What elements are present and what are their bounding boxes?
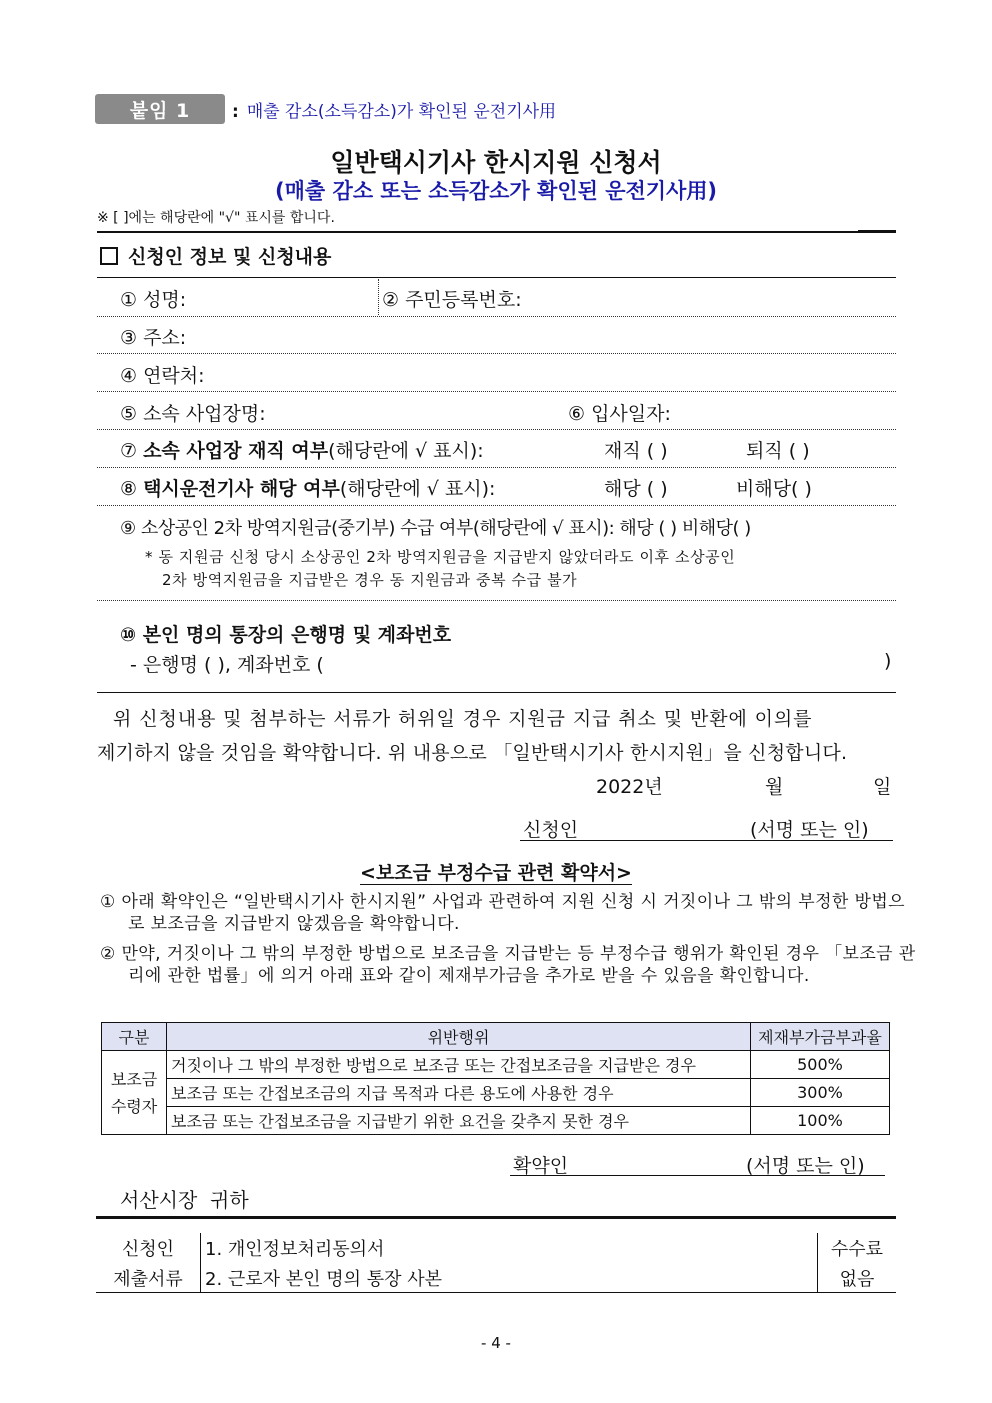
applicant-sign[interactable]: (서명 또는 인) [750, 819, 869, 841]
section-title [100, 242, 331, 269]
contact-field[interactable]: ④ 연락처: [120, 365, 205, 387]
rate-cell: 100% [751, 1107, 890, 1135]
pledger-sign-line [510, 1175, 885, 1176]
pledge-title [0, 858, 992, 885]
name-field[interactable]: ① 성명: [120, 289, 187, 311]
row-divider [97, 600, 896, 601]
section-rule [97, 277, 896, 278]
applicant-sign-line [520, 840, 893, 841]
employed-option[interactable]: 재직 ( ) [604, 440, 668, 462]
check-note: ※ [ ]에는 해당란에 "√" 표시를 합니다. [97, 210, 335, 226]
date-month[interactable]: 월 [765, 776, 784, 798]
attachment-description [232, 97, 556, 122]
form-subtitle: (매출 감소 또는 소득감소가 확인된 운전기사用) [275, 179, 717, 203]
row-divider [97, 391, 896, 392]
taxi-driver-row [120, 474, 495, 501]
rrn-field[interactable]: ② 주민등록번호: [382, 289, 522, 311]
row-divider [97, 467, 896, 468]
date-day[interactable]: 일 [873, 776, 892, 798]
table-row [102, 1079, 890, 1107]
table-row [96, 1233, 896, 1263]
table-row [102, 1107, 890, 1135]
rate-cell: 500% [751, 1051, 890, 1079]
bank-close-paren: ) [884, 650, 892, 672]
taxi-label: 택시운전기사 해당 여부 [143, 478, 340, 500]
taxi-suffix: (해당란에 √ 표시): [339, 478, 496, 500]
submission-bottom-rule [96, 1292, 896, 1293]
resigned-option[interactable]: 퇴직 ( ) [746, 440, 810, 462]
table-row [96, 1263, 896, 1293]
header-violation: 위반행위 [167, 1023, 751, 1051]
small-business-row[interactable]: ⑨ 소상공인 2차 방역지원금(중기부) 수급 여부(해당란에 √ 표시): 해당 ( ) 비해당( ) [120, 518, 751, 539]
workplace-field[interactable]: ⑤ 소속 사업장명: [120, 403, 266, 425]
taxi-prefix: ⑧ [120, 478, 144, 500]
violation-cell: 보조금 또는 간접보조금의 지급 목적과 다른 용도에 사용한 경우 [167, 1079, 751, 1107]
page-number: - 4 - [481, 1334, 511, 1352]
employment-status-row [120, 436, 484, 463]
declaration-line-1: 위 신청내용 및 첨부하는 서류가 허위일 경우 지원금 지급 취소 및 반환에 이의를 [113, 708, 813, 730]
name-rrn-divider [378, 279, 379, 315]
pledger-label: 확약인 [513, 1155, 569, 1177]
row-divider [97, 353, 896, 354]
submission-table [96, 1233, 896, 1293]
attachment-badge: 붙임 1 [95, 94, 225, 124]
submission-doc-1: 1. 개인정보처리동의서 [201, 1233, 818, 1263]
bank-account-field[interactable]: - 은행명 ( ), 계좌번호 ( [130, 654, 324, 676]
submission-doc-2: 2. 근로자 본인 명의 통장 사본 [201, 1263, 818, 1293]
table-row [102, 1051, 890, 1079]
date-year[interactable]: 2022년 [596, 776, 663, 798]
pledge-item-2: ② 만약, 거짓이나 그 밖의 부정한 방법으로 보조금을 지급받는 등 부정수급 행위가 확인된 경우 「보조금 관리에 관한 법률」에 의거 아래 표와 같이 제재부가금을 추가로 받을 수 있음을 확인합니다. [100, 944, 916, 986]
violation-cell: 보조금 또는 간접보조금을 지급받기 위한 요건을 갖추지 못한 경우 [167, 1107, 751, 1135]
bank-title: ⑩ 본인 명의 통장의 은행명 및 계좌번호 [120, 624, 452, 646]
small-business-note-2: 2차 방역지원금을 지급받은 경우 동 지원금과 중복 수급 불가 [162, 571, 578, 589]
pledge-item-1: ① 아래 확약인은 “일반택시기사 한시지원” 사업과 관련하여 지원 신청 시 거짓이나 그 밖의 부정한 방법으로 보조금을 지급받지 않겠음을 확약합니다. [100, 892, 906, 934]
section-title-text: 신청인 정보 및 신청내용 [128, 246, 332, 268]
violation-cell: 거짓이나 그 밖의 부정한 방법으로 보조금 또는 간접보조금을 지급받은 경우 [167, 1051, 751, 1079]
employment-suffix: (해당란에 √ 표시): [328, 440, 484, 462]
badge-desc-text: 매출 감소(소득감소)가 확인된 운전기사用 [246, 102, 557, 122]
checkbox-icon [100, 247, 118, 265]
top-rule [97, 231, 896, 233]
info-bottom-rule [97, 692, 896, 693]
row-divider [97, 429, 896, 430]
submission-label-2: 제출서류 [96, 1263, 201, 1293]
taxi-no-option[interactable]: 비해당( ) [736, 478, 812, 500]
employment-label: 소속 사업장 재직 여부 [143, 440, 329, 462]
form-title: 일반택시기사 한시지원 신청서 [330, 148, 662, 177]
penalty-table [101, 1022, 890, 1135]
header-category: 구분 [102, 1023, 167, 1051]
pledger-sign[interactable]: (서명 또는 인) [746, 1155, 865, 1177]
row-divider [97, 505, 896, 506]
declaration-line-2: 제기하지 않을 것임을 확약합니다. 위 내용으로 「일반택시기사 한시지원」을 신청합니다. [97, 742, 848, 764]
recipient-rule [96, 1216, 896, 1219]
pledge-title-text: <보조금 부정수급 관련 확약서> [360, 862, 632, 884]
header-rate: 제재부가금부과율 [751, 1023, 890, 1051]
employment-prefix: ⑦ [120, 440, 144, 462]
row-divider [97, 316, 896, 317]
applicant-label: 신청인 [523, 819, 579, 841]
category-cell: 보조금 수령자 [102, 1051, 167, 1135]
fee-label: 수수료 [830, 1239, 884, 1260]
recipient: 서산시장 귀하 [120, 1188, 249, 1212]
taxi-yes-option[interactable]: 해당 ( ) [604, 478, 668, 500]
address-field[interactable]: ③ 주소: [120, 327, 187, 349]
fee-value: 없음 [839, 1269, 875, 1290]
small-business-note-1: * 동 지원금 신청 당시 소상공인 2차 방역지원금을 지급받지 않았더라도 이후 소상공인 [145, 548, 736, 566]
badge-colon: : [232, 102, 239, 122]
rate-cell: 300% [751, 1079, 890, 1107]
hire-date-field[interactable]: ⑥ 입사일자: [568, 403, 671, 425]
penalty-header-row [102, 1023, 890, 1051]
submission-label-1: 신청인 [96, 1233, 201, 1263]
